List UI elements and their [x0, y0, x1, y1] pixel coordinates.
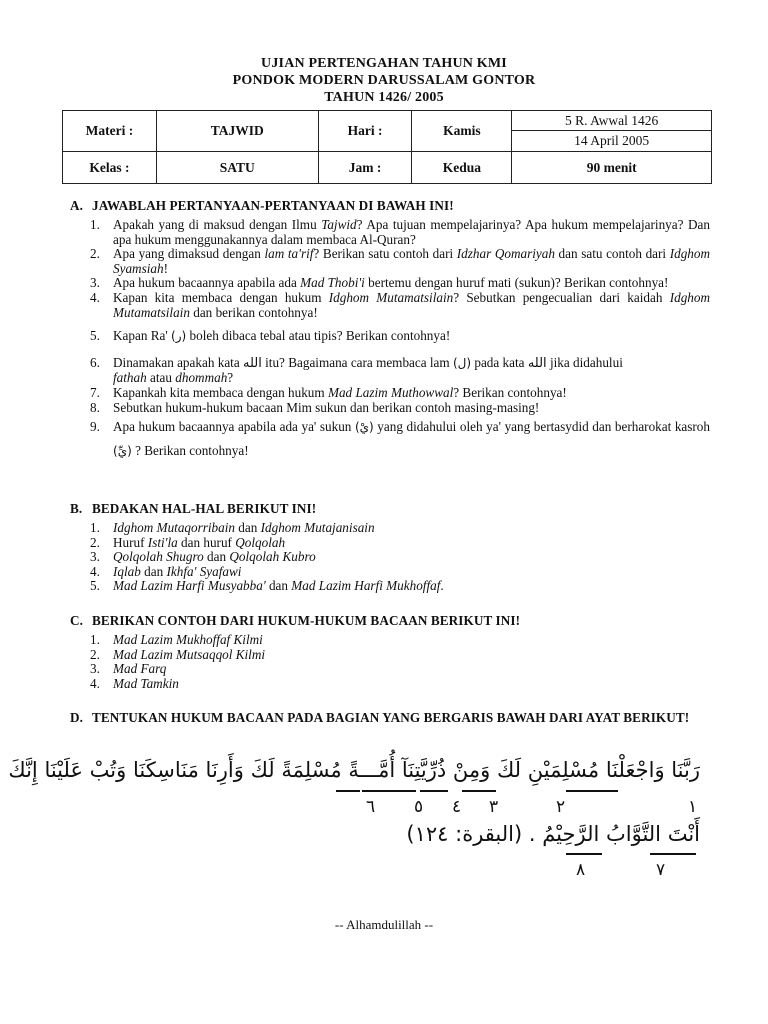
underline-5	[398, 790, 416, 792]
date-hijri: 5 R. Awwal 1426	[512, 111, 711, 131]
question-2: 2. Apa yang dimaksud dengan lam ta'rif? Berikan satu contoh dari Idzhar Qomariyah dan satu contoh dari Idghom Syamsiah!	[90, 246, 711, 276]
exam-info-table	[62, 110, 712, 184]
section-c-items	[70, 633, 710, 691]
marker-8: ٨	[576, 860, 586, 880]
marker-7: ٧	[656, 860, 666, 880]
jam-value: Kedua	[412, 152, 512, 184]
section-a	[70, 198, 710, 463]
item-c-1: 1. Mad Lazim Mukhoffaf Kilmi	[90, 632, 263, 647]
section-d-title: D. TENTUKAN HUKUM BACAAN PADA BAGIAN YANG BERGARIS BAWAH DARI AYAT BERIKUT!	[70, 710, 690, 725]
kelas-value: SATU	[156, 152, 318, 184]
section-a-questions	[70, 218, 710, 463]
header-title: UJIAN PERTENGAHAN TAHUN KMI	[261, 56, 507, 71]
underline-4	[420, 790, 448, 792]
materi-label: Materi :	[63, 111, 157, 152]
underline-7	[650, 853, 696, 855]
materi-value: TAJWID	[156, 111, 318, 152]
underline-3	[462, 790, 496, 792]
question-7: 7. Kapankah kita membaca dengan hukum Mad Lazim Muthowwal? Berikan contohnya!	[90, 384, 567, 400]
date-masehi: 14 April 2005	[574, 133, 650, 148]
marker-6: ٦	[366, 797, 376, 817]
hari-value: Kamis	[412, 111, 512, 152]
section-b	[70, 501, 710, 594]
question-8: 8. Sebutkan hukum-hukum bacaan Mim sukun dan berikan contoh masing-masing!	[90, 399, 540, 415]
ayat-line-1: رَبَّنَا وَاجْعَلْنَا مُسْلِمَيْنِ لَكَ وَمِنْ ذُرِّيَّتِنَآ أُمَّـــةً مُسْلِمَةً لَكَ وَأَرِنَا مَنَاسِكَنَا وَتُبْ عَلَيْنَا إِنَّكَ	[8, 758, 700, 782]
marker-3: ٣	[489, 797, 499, 817]
item-c-4: 4. Mad Tamkin	[90, 675, 179, 691]
date-cell	[512, 111, 712, 152]
marker-5: ٥	[414, 797, 424, 817]
question-1: 1. Apakah yang di maksud dengan Ilmu Tajwid? Apa tujuan mempelajarinya? Apa hukum mempelajarinya? Dan apa hukum menggunakannya dalam membaca Al-Quran?	[90, 217, 710, 247]
item-b-5: 5. Mad Lazim Harfi Musyabba' dan Mad Lazim Harfi Mukhoffaf.	[90, 578, 444, 594]
underline-6	[336, 790, 360, 792]
question-4: 4. Kapan kita membaca dengan hukum Idghom Mutamatsilain? Sebutkan pengecualian dari kaidah Idghom Mutamatsilain dan berikan contohnya!	[90, 289, 710, 320]
ayat-line-2: أَنْتَ التَّوَّابُ الرَّحِيْمُ . (البقرة: ١٢٤)	[406, 822, 700, 846]
section-b-title: B. BEDAKAN HAL-HAL BERIKUT INI!	[70, 501, 317, 516]
header-year: TAHUN 1426/ 2005	[324, 90, 444, 105]
header-institution: PONDOK MODERN DARUSSALAM GONTOR	[232, 73, 536, 88]
section-c-title: C. BERIKAN CONTOH DARI HUKUM-HUKUM BACAAN BERIKUT INI!	[70, 613, 521, 628]
item-b-3: 3. Qolqolah Shugro dan Qolqolah Kubro	[90, 549, 316, 565]
question-5: 5. Kapan Ra' (ر) boleh dibaca tebal atau tipis? Berikan contohnya!	[90, 328, 451, 344]
marker-4: ٤	[452, 797, 462, 817]
marker-2: ٢	[556, 797, 566, 817]
footer: -- Alhamdulillah --	[334, 917, 434, 932]
section-d	[70, 709, 710, 726]
item-b-1: 1. Idghom Mutaqorribain dan Idghom Mutajanisain	[90, 520, 375, 535]
section-a-title: A. JAWABLAH PERTANYAAN-PERTANYAAN DI BAWAH INI!	[70, 198, 454, 213]
item-c-2: 2. Mad Lazim Mutsaqqol Kilmi	[90, 646, 266, 662]
kelas-label: Kelas :	[63, 152, 157, 184]
section-b-items	[70, 521, 710, 594]
question-9: 9. Apa hukum bacaannya apabila ada ya' sukun (يْ) yang didahului oleh ya' yang bertasydid dan berharokat kasroh (يِّ) ? Berikan contohnya!	[90, 419, 710, 459]
underline-1	[566, 790, 618, 792]
item-c-3: 3. Mad Farq	[90, 661, 167, 677]
item-b-4: 4. Iqlab dan Ikhfa' Syafawi	[90, 563, 242, 579]
exam-header	[0, 55, 768, 106]
jam-label: Jam :	[318, 152, 412, 184]
underline-8	[566, 853, 602, 855]
question-6: 6. Dinamakan apakah kata الله itu? Bagaimana cara membaca lam (ل) pada kata الله jika didahului fathah atau dhommah?	[90, 354, 623, 386]
question-3: 3. Apa hukum bacaannya apabila ada Mad Thobi'i bertemu dengan huruf mati (sukun)? Berikan contohnya!	[90, 275, 669, 291]
section-c	[70, 613, 710, 691]
hari-label: Hari :	[318, 111, 412, 152]
marker-1: ١	[688, 797, 698, 817]
duration: 90 menit	[512, 152, 712, 184]
item-b-2: 2. Huruf Isti'la dan huruf Qolqolah	[90, 534, 286, 550]
